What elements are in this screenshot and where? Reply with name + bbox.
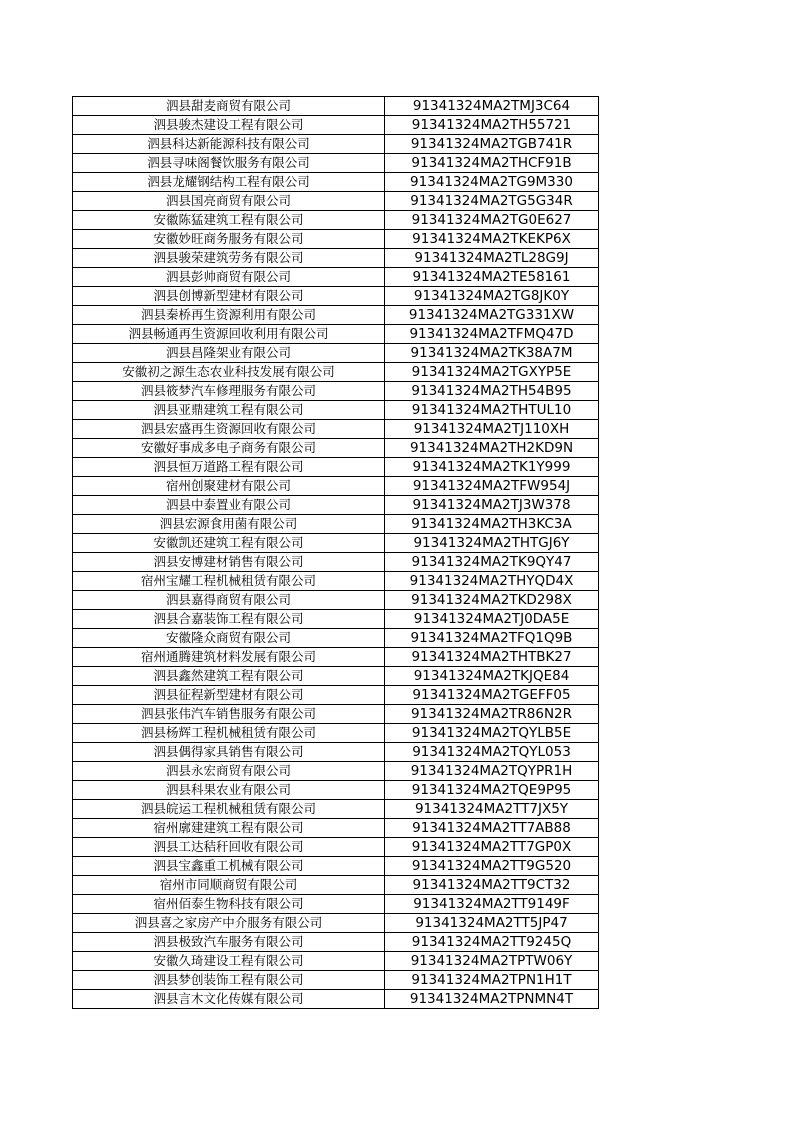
table-row	[73, 876, 599, 895]
credit-code-cell: 91341324MA2THTBK27	[385, 648, 599, 667]
credit-code-cell: 91341324MA2TR86N2R	[385, 705, 599, 724]
company-name-cell: 宿州佰泰生物科技有限公司	[73, 895, 385, 914]
company-name-cell: 泗县言木文化传媒有限公司	[73, 990, 385, 1009]
table-row	[73, 287, 599, 306]
table-row	[73, 952, 599, 971]
credit-code-cell: 91341324MA2TPTW06Y	[385, 952, 599, 971]
table-row	[73, 762, 599, 781]
credit-code-cell: 91341324MA2TT7GP0X	[385, 838, 599, 857]
table-row	[73, 439, 599, 458]
table-row	[73, 325, 599, 344]
company-name-cell: 宿州宝耀工程机械租赁有限公司	[73, 572, 385, 591]
table-row	[73, 173, 599, 192]
table-row	[73, 116, 599, 135]
credit-code-cell: 91341324MA2TJ3W378	[385, 496, 599, 515]
company-name-cell: 安徽妙旺商务服务有限公司	[73, 230, 385, 249]
company-name-cell: 泗县宏盛再生资源回收有限公司	[73, 420, 385, 439]
company-name-cell: 宿州市同顺商贸有限公司	[73, 876, 385, 895]
credit-code-cell: 91341324MA2TL28G9J	[385, 249, 599, 268]
company-name-cell: 泗县科达新能源科技有限公司	[73, 135, 385, 154]
company-name-cell: 安徽隆众商贸有限公司	[73, 629, 385, 648]
credit-code-cell: 91341324MA2TQYLB5E	[385, 724, 599, 743]
credit-code-cell: 91341324MA2TG9M330	[385, 173, 599, 192]
table-row	[73, 534, 599, 553]
table-row	[73, 344, 599, 363]
table-row	[73, 515, 599, 534]
company-registry-table	[72, 96, 599, 1009]
credit-code-cell: 91341324MA2TGXYP5E	[385, 363, 599, 382]
table-row	[73, 724, 599, 743]
credit-code-cell: 91341324MA2TK38A7M	[385, 344, 599, 363]
credit-code-cell: 91341324MA2THTUL10	[385, 401, 599, 420]
credit-code-cell: 91341324MA2TQYL053	[385, 743, 599, 762]
company-name-cell: 泗县恒万道路工程有限公司	[73, 458, 385, 477]
company-name-cell: 安徽好事成多电子商务有限公司	[73, 439, 385, 458]
credit-code-cell: 91341324MA2TPN1H1T	[385, 971, 599, 990]
table-row	[73, 458, 599, 477]
company-name-cell: 泗县国亮商贸有限公司	[73, 192, 385, 211]
table-row	[73, 800, 599, 819]
credit-code-cell: 91341324MA2THYQD4X	[385, 572, 599, 591]
company-name-cell: 泗县宝鑫重工机械有限公司	[73, 857, 385, 876]
table-row	[73, 933, 599, 952]
credit-code-cell: 91341324MA2TT9G520	[385, 857, 599, 876]
credit-code-cell: 91341324MA2TFQ1Q9B	[385, 629, 599, 648]
table-row	[73, 249, 599, 268]
credit-code-cell: 91341324MA2TH2KD9N	[385, 439, 599, 458]
credit-code-cell: 91341324MA2TMJ3C64	[385, 97, 599, 116]
table-row	[73, 496, 599, 515]
credit-code-cell: 91341324MA2TFMQ47D	[385, 325, 599, 344]
table-row	[73, 363, 599, 382]
credit-code-cell: 91341324MA2THCF91B	[385, 154, 599, 173]
table-row	[73, 420, 599, 439]
company-name-cell: 泗县昌隆架业有限公司	[73, 344, 385, 363]
table-row	[73, 686, 599, 705]
table-row	[73, 401, 599, 420]
company-name-cell: 泗县工达秸秆回收有限公司	[73, 838, 385, 857]
table-row	[73, 192, 599, 211]
table-row	[73, 591, 599, 610]
credit-code-cell: 91341324MA2TPNMN4T	[385, 990, 599, 1009]
credit-code-cell: 91341324MA2TH55721	[385, 116, 599, 135]
credit-code-cell: 91341324MA2TE58161	[385, 268, 599, 287]
credit-code-cell: 91341324MA2TQYPR1H	[385, 762, 599, 781]
credit-code-cell: 91341324MA2THTGJ6Y	[385, 534, 599, 553]
table-row	[73, 819, 599, 838]
credit-code-cell: 91341324MA2TJ0DA5E	[385, 610, 599, 629]
credit-code-cell: 91341324MA2TFW954J	[385, 477, 599, 496]
company-name-cell: 泗县科果农业有限公司	[73, 781, 385, 800]
credit-code-cell: 91341324MA2TGEFF05	[385, 686, 599, 705]
table-row	[73, 211, 599, 230]
table-row	[73, 895, 599, 914]
credit-code-cell: 91341324MA2TK9QY47	[385, 553, 599, 572]
table-row	[73, 667, 599, 686]
company-name-cell: 泗县梦创装饰工程有限公司	[73, 971, 385, 990]
credit-code-cell: 91341324MA2TQE9P95	[385, 781, 599, 800]
company-name-cell: 泗县宏源食用菌有限公司	[73, 515, 385, 534]
company-name-cell: 泗县中泰置业有限公司	[73, 496, 385, 515]
table-row	[73, 572, 599, 591]
company-name-cell: 泗县极致汽车服务有限公司	[73, 933, 385, 952]
company-name-cell: 泗县永宏商贸有限公司	[73, 762, 385, 781]
credit-code-cell: 91341324MA2TKEKP6X	[385, 230, 599, 249]
company-name-cell: 泗县喜之家房产中介服务有限公司	[73, 914, 385, 933]
credit-code-cell: 91341324MA2TJ110XH	[385, 420, 599, 439]
company-name-cell: 安徽陈猛建筑工程有限公司	[73, 211, 385, 230]
company-name-cell: 泗县骏杰建设工程有限公司	[73, 116, 385, 135]
credit-code-cell: 91341324MA2TT9CT32	[385, 876, 599, 895]
credit-code-cell: 91341324MA2TT9245Q	[385, 933, 599, 952]
credit-code-cell: 91341324MA2TKD298X	[385, 591, 599, 610]
table-row	[73, 743, 599, 762]
table-row	[73, 97, 599, 116]
company-name-cell: 宿州通腾建筑材料发展有限公司	[73, 648, 385, 667]
table-body	[73, 97, 599, 1009]
credit-code-cell: 91341324MA2TKJQE84	[385, 667, 599, 686]
company-name-cell: 泗县偶得家具销售有限公司	[73, 743, 385, 762]
table-row	[73, 135, 599, 154]
company-name-cell: 泗县杨辉工程机械租赁有限公司	[73, 724, 385, 743]
table-row	[73, 914, 599, 933]
company-name-cell: 泗县嘉得商贸有限公司	[73, 591, 385, 610]
company-name-cell: 泗县亚鼎建筑工程有限公司	[73, 401, 385, 420]
credit-code-cell: 91341324MA2TG0E627	[385, 211, 599, 230]
table-row	[73, 629, 599, 648]
table-row	[73, 477, 599, 496]
table-row	[73, 857, 599, 876]
credit-code-cell: 91341324MA2TG8JK0Y	[385, 287, 599, 306]
table-row	[73, 648, 599, 667]
table-row	[73, 553, 599, 572]
credit-code-cell: 91341324MA2TGB741R	[385, 135, 599, 154]
table-row	[73, 306, 599, 325]
table-row	[73, 838, 599, 857]
table-row	[73, 268, 599, 287]
credit-code-cell: 91341324MA2TH54B95	[385, 382, 599, 401]
credit-code-cell: 91341324MA2TT7AB88	[385, 819, 599, 838]
credit-code-cell: 91341324MA2TH3KC3A	[385, 515, 599, 534]
credit-code-cell: 91341324MA2TT5JP47	[385, 914, 599, 933]
table-row	[73, 990, 599, 1009]
credit-code-cell: 91341324MA2TT9149F	[385, 895, 599, 914]
company-name-cell: 宿州创聚建材有限公司	[73, 477, 385, 496]
company-name-cell: 泗县征程新型建材有限公司	[73, 686, 385, 705]
credit-code-cell: 91341324MA2TT7JX5Y	[385, 800, 599, 819]
company-name-cell: 安徽久琦建设工程有限公司	[73, 952, 385, 971]
table-row	[73, 781, 599, 800]
company-name-cell: 宿州廓建建筑工程有限公司	[73, 819, 385, 838]
company-name-cell: 泗县彭帅商贸有限公司	[73, 268, 385, 287]
company-name-cell: 泗县甜麦商贸有限公司	[73, 97, 385, 116]
credit-code-cell: 91341324MA2TG5G34R	[385, 192, 599, 211]
table-row	[73, 971, 599, 990]
company-name-cell: 泗县安博建材销售有限公司	[73, 553, 385, 572]
table-row	[73, 230, 599, 249]
company-name-cell: 泗县张伟汽车销售服务有限公司	[73, 705, 385, 724]
credit-code-cell: 91341324MA2TK1Y999	[385, 458, 599, 477]
company-name-cell: 安徽初之源生态农业科技发展有限公司	[73, 363, 385, 382]
table-row	[73, 154, 599, 173]
credit-code-cell: 91341324MA2TG331XW	[385, 306, 599, 325]
company-name-cell: 泗县创博新型建材有限公司	[73, 287, 385, 306]
table-row	[73, 382, 599, 401]
company-name-cell: 泗县骏荣建筑劳务有限公司	[73, 249, 385, 268]
table-row	[73, 705, 599, 724]
company-name-cell: 泗县寻味阁餐饮服务有限公司	[73, 154, 385, 173]
table-row	[73, 610, 599, 629]
company-name-cell: 泗县畅通再生资源回收利用有限公司	[73, 325, 385, 344]
company-name-cell: 泗县皖运工程机械租赁有限公司	[73, 800, 385, 819]
company-name-cell: 泗县鑫然建筑工程有限公司	[73, 667, 385, 686]
company-name-cell: 泗县合嘉装饰工程有限公司	[73, 610, 385, 629]
company-name-cell: 安徽凯还建筑工程有限公司	[73, 534, 385, 553]
company-name-cell: 泗县龙耀钢结构工程有限公司	[73, 173, 385, 192]
company-name-cell: 泗县秦桥再生资源利用有限公司	[73, 306, 385, 325]
company-name-cell: 泗县筱梦汽车修理服务有限公司	[73, 382, 385, 401]
